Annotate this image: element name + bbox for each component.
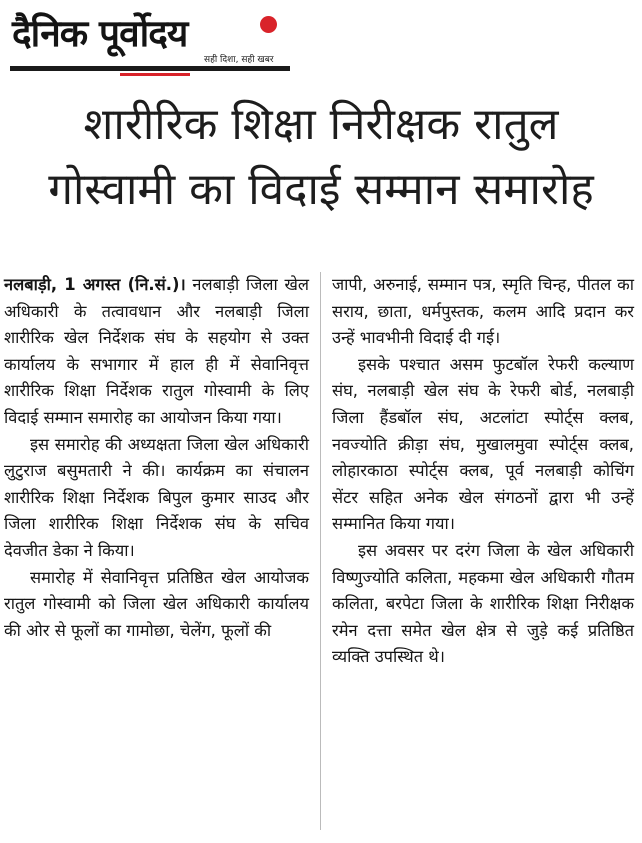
article-paragraph: [4, 272, 309, 432]
article-column-right: [332, 272, 634, 671]
newspaper-tagline: सही दिशा, सही खबर: [204, 55, 274, 65]
article-headline: [12, 92, 630, 222]
article-paragraph: इस अवसर पर दरंग जिला के खेल अधिकारी विष्णुज्योति कलिता, महकमा खेल अधिकारी गौतम कलिता, बरपेटा जिला के शारीरिक शिक्षा निरीक्षक रमेन दत्ता समेत खेल क्षेत्र से जुड़े कई प्रतिष्ठित व्यक्ति उपस्थित थे।: [332, 540, 634, 667]
article-paragraph: जापी, अरुनाई, सम्मान पत्र, स्मृति चिन्ह, पीतल का सराय, छाता, धर्मपुस्तक, कलम आदि प्रदान कर उन्हें भावभीनी विदाई दी गई।: [332, 275, 634, 348]
article-paragraph: इस समारोह की अध्यक्षता जिला खेल अधिकारी लुटुराज बसुमतारी ने की। कार्यक्रम का संचालन शारीरिक शिक्षा निर्देशक बिपुल कुमार साउद और जिला शारीरिक शिक्षा निर्देशक संघ के सचिव देवजीत डेका ने किया।: [4, 434, 309, 560]
headline-line-2: गोस्वामी का विदाई सम्मान समारोह: [48, 164, 594, 215]
article-paragraph: इसके पश्चात असम फुटबॉल रेफरी कल्याण संघ, नलबाड़ी खेल संघ के रेफरी बोर्ड, नलबाड़ी जिला हैंडबॉल संघ, अटलांटा स्पोर्ट्स क्लब, नवज्योति क्रीड़ा संघ, मुखालमुवा स्पोर्ट्स क्लब, लोहारकाठा स्पोर्ट्स क्लब, पूर्व नलबाड़ी कोचिंग सेंटर सहित अनेक खेल संगठनों द्वारा भी उन्हें सम्मानित किया गया।: [332, 354, 634, 534]
article-column-left: [4, 272, 309, 644]
masthead: [8, 6, 290, 76]
article-paragraph: समारोह में सेवानिवृत्त प्रतिष्ठित खेल आयोजक रातुल गोस्वामी को जिला खेल अधिकारी कार्यालय की ओर से फूलों का गामोछा, चेलेंग, फूलों की: [4, 567, 309, 640]
masthead-accent-rule: [120, 73, 190, 76]
masthead-rule: [10, 66, 290, 71]
brand-dot-icon: [260, 16, 277, 33]
headline-line-1: शारीरिक शिक्षा निरीक्षक रातुल: [83, 99, 559, 150]
paragraph-text: नलबाड़ी जिला खेल अधिकारी के तत्वावधान और नलबाड़ी जिला शारीरिक खेल निर्देशक संघ के सहयोग से उक्त कार्यालय के सभागार में हाल ही में सेवानिवृत्त शारीरिक शिक्षा निर्देशक रातुल गोस्वामी के लिए विदाई सम्मान समारोह का आयोजन किया गया।: [4, 275, 309, 427]
newspaper-title: दैनिक पूर्वोदय: [12, 12, 188, 55]
column-divider: [320, 272, 321, 830]
dateline: नलबाड़ी, 1 अगस्त (नि.सं.)।: [4, 275, 186, 294]
